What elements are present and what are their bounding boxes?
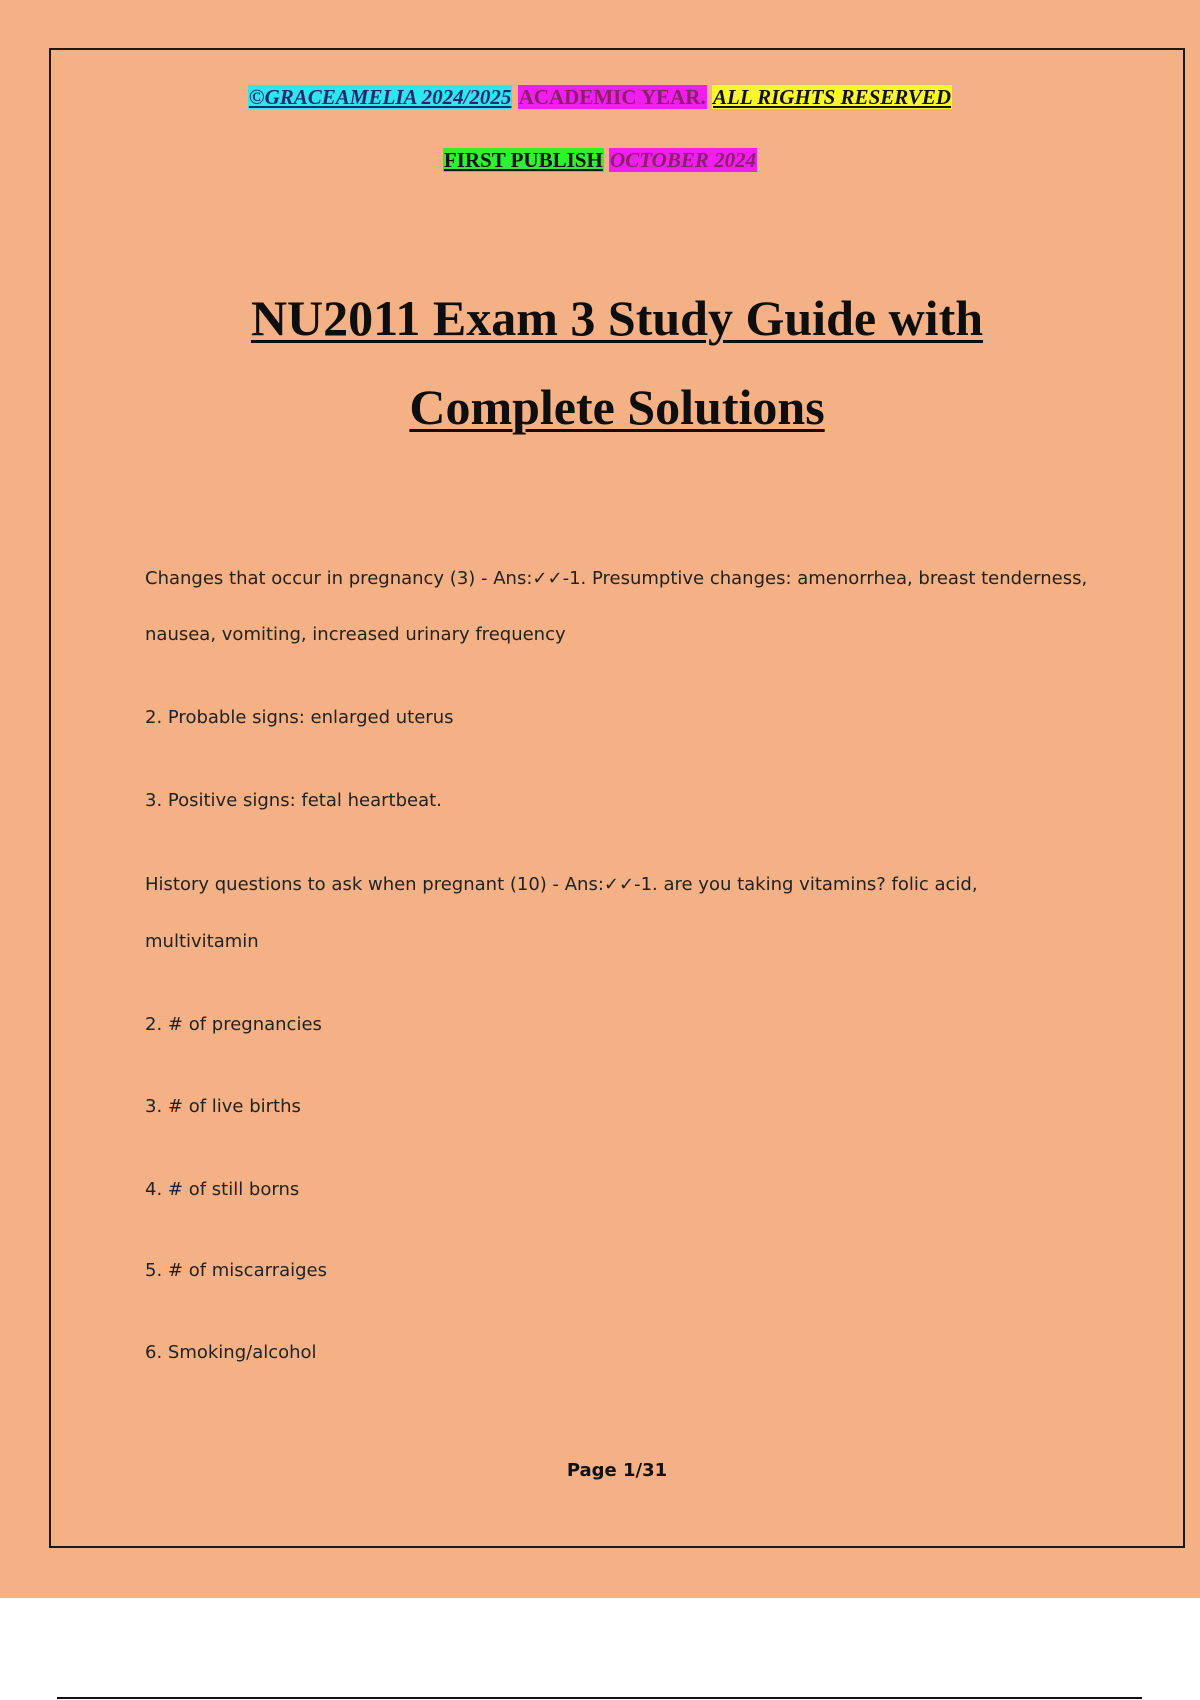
content-line: 2. Probable signs: enlarged uterus: [145, 707, 454, 728]
rights-reserved-tag: ALL RIGHTS RESERVED: [712, 85, 952, 109]
academic-year-tag: ACADEMIC YEAR.: [518, 85, 706, 109]
publish-line: [0, 147, 1200, 173]
first-publish-tag: FIRST PUBLISH: [443, 148, 603, 172]
copyright-line: [0, 84, 1200, 110]
content-line: 2. # of pregnancies: [145, 1014, 322, 1035]
content-line: nausea, vomiting, increased urinary frequency: [145, 624, 566, 645]
content-line: 5. # of miscarraiges: [145, 1260, 328, 1281]
page-number: Page 1/31: [566, 1460, 668, 1481]
copyright-tag: ©GRACEAMELIA 2024/2025: [248, 85, 512, 109]
publish-date-tag: OCTOBER 2024: [610, 148, 757, 172]
content-line: History questions to ask when pregnant (10) - Ans:✓✓-1. are you taking vitamins? folic acid,: [145, 874, 978, 895]
content-line: 3. Positive signs: fetal heartbeat.: [145, 790, 442, 811]
content-line: 4. # of still borns: [145, 1179, 300, 1200]
content-line: 3. # of live births: [145, 1096, 301, 1117]
document-title-line-1: NU2011 Exam 3 Study Guide with: [250, 290, 984, 346]
document-title-line-2: Complete Solutions: [409, 379, 825, 435]
content-line: 6. Smoking/alcohol: [145, 1342, 317, 1363]
content-line: multivitamin: [145, 931, 259, 952]
content-line: Changes that occur in pregnancy (3) - Ans:✓✓-1. Presumptive changes: amenorrhea, breast tenderness,: [145, 568, 1088, 589]
next-page-rule: [57, 1697, 1142, 1699]
